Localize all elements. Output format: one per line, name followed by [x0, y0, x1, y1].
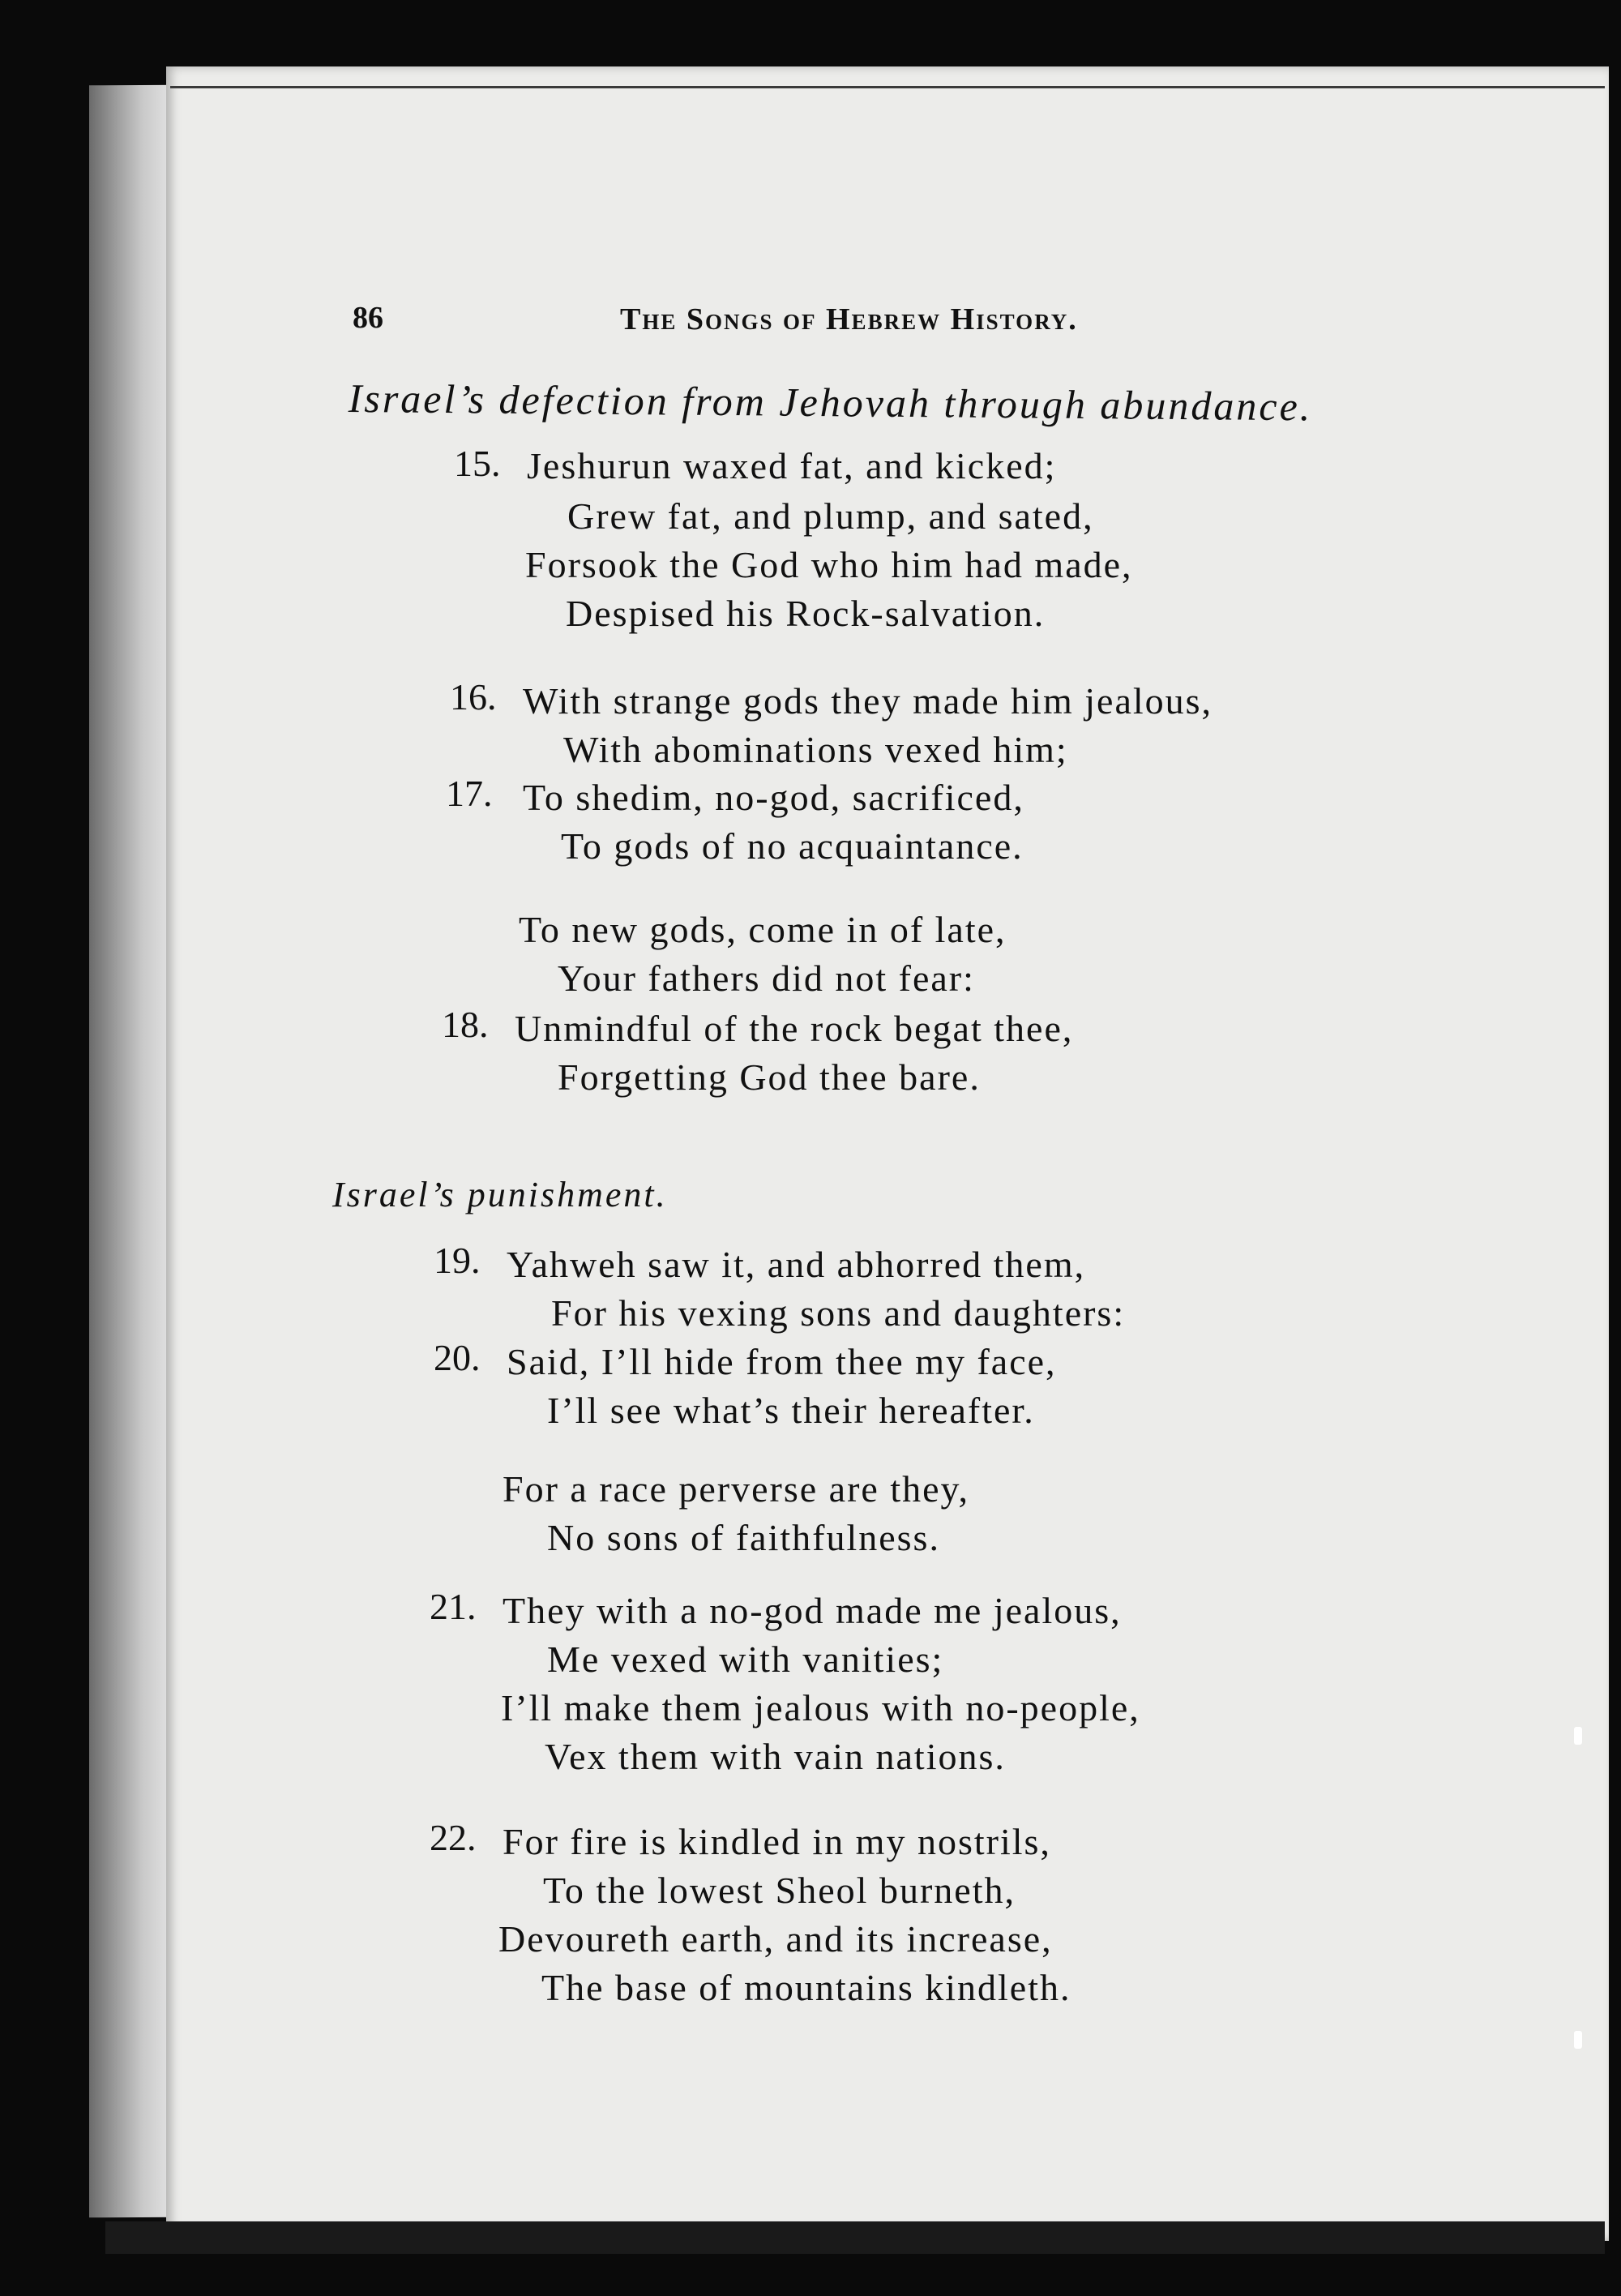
verse-line: To the lowest Sheol burneth, — [543, 1870, 1016, 1911]
verse-number-22: 22. — [430, 1817, 477, 1858]
verse-line: With abominations vexed him; — [563, 729, 1068, 770]
verse-line: To shedim, no-god, sacrificed, — [523, 777, 1024, 818]
verse-number-17: 17. — [446, 773, 493, 814]
scan-speck — [1574, 2031, 1582, 2049]
section-heading-defection: Israel’s defection from Jehovah through abundance. — [348, 375, 1313, 430]
verse-number-19: 19. — [434, 1240, 481, 1281]
verse-line: No sons of faithfulness. — [547, 1517, 940, 1558]
verse-line: The base of mountains kindleth. — [541, 1967, 1071, 2008]
section-heading-punishment: Israel’s punishment. — [332, 1175, 668, 1214]
verse-line: For his vexing sons and daughters: — [551, 1292, 1126, 1334]
verse-line: Grew fat, and plump, and sated, — [567, 495, 1094, 537]
page-edges — [89, 85, 178, 2218]
verse-number-15: 15. — [454, 443, 501, 484]
verse-line: Forgetting God thee bare. — [558, 1056, 981, 1098]
verse-line: Said, I’ll hide from thee my face, — [507, 1341, 1057, 1382]
bottom-shadow — [105, 2221, 1605, 2254]
verse-line: Me vexed with vanities; — [547, 1638, 944, 1680]
verse-line: I’ll make them jealous with no-people, — [501, 1687, 1140, 1728]
verse-line: They with a no-god made me jealous, — [503, 1590, 1122, 1631]
scan-speck — [1574, 1727, 1582, 1745]
verse-line: Despised his Rock-salvation. — [566, 593, 1046, 634]
verse-line: To gods of no acquaintance. — [561, 825, 1024, 867]
verse-line: For fire is kindled in my nostrils, — [503, 1821, 1051, 1862]
verse-line: To new gods, come in of late, — [519, 909, 1007, 950]
verse-number-21: 21. — [430, 1586, 477, 1627]
verse-number-20: 20. — [434, 1337, 481, 1378]
verse-number-18: 18. — [442, 1004, 489, 1045]
verse-line: Devoureth earth, and its increase, — [498, 1918, 1053, 1960]
verse-line: Jeshurun waxed fat, and kicked; — [527, 445, 1057, 486]
book-title: The Songs of Hebrew History. — [620, 302, 1078, 336]
verse-line: Unmindful of the rock begat thee, — [515, 1008, 1074, 1049]
verse-line: For a race perverse are they, — [503, 1468, 970, 1510]
verse-line: Yahweh saw it, and abhorred them, — [507, 1244, 1086, 1285]
verse-line: With strange gods they made him jealous, — [523, 680, 1213, 722]
verse-line: I’ll see what’s their hereafter. — [547, 1390, 1035, 1431]
running-head — [353, 300, 1163, 349]
verse-line: Vex them with vain nations. — [545, 1736, 1006, 1777]
verse-number-16: 16. — [450, 676, 497, 718]
page-number: 86 — [353, 301, 383, 335]
verse-line: Forsook the God who him had made, — [525, 544, 1133, 585]
page-top-rule — [170, 86, 1605, 88]
verse-line: Your fathers did not fear: — [558, 957, 975, 999]
